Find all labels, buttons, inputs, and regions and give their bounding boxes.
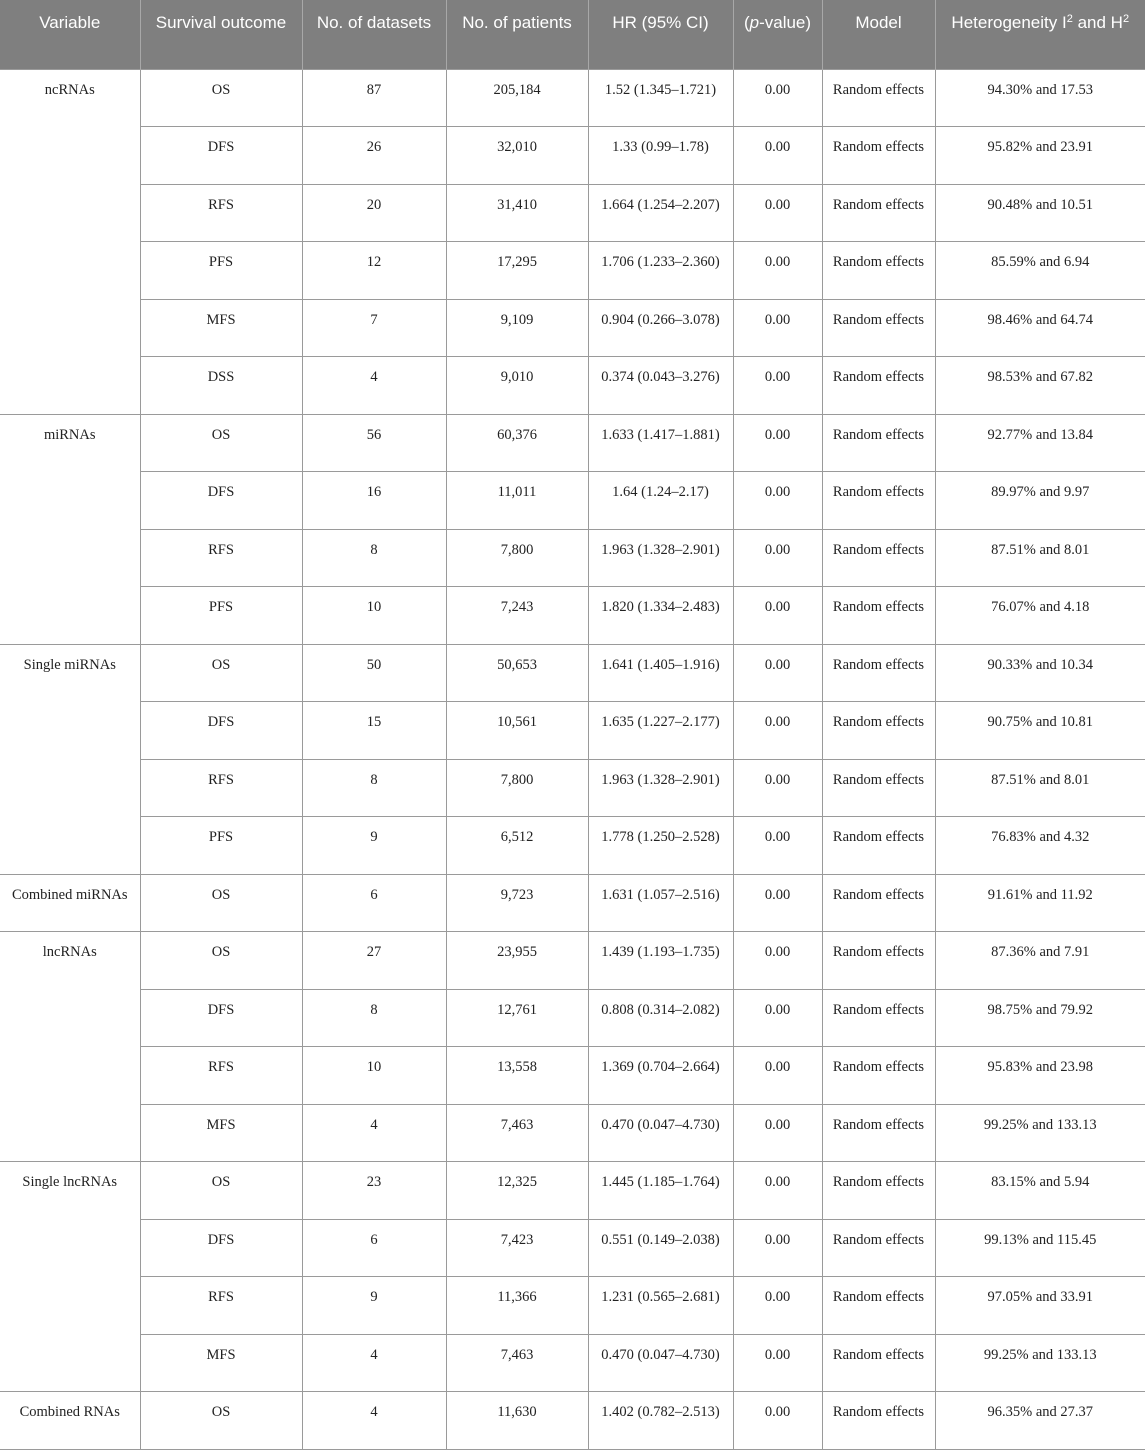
cell-model: Random effects — [822, 1334, 935, 1392]
cell-survival-outcome: DFS — [140, 1219, 302, 1277]
table-row — [0, 1162, 1145, 1220]
cell-hr: 1.963 (1.328–2.901) — [588, 529, 733, 587]
cell-survival-outcome: OS — [140, 932, 302, 990]
cell-patients: 32,010 — [446, 127, 588, 185]
cell-hr: 0.470 (0.047–4.730) — [588, 1104, 733, 1162]
cell-datasets: 15 — [302, 702, 446, 760]
cell-survival-outcome: OS — [140, 414, 302, 472]
cell-p-value: 0.00 — [733, 299, 822, 357]
header-datasets: No. of datasets — [302, 0, 446, 69]
cell-heterogeneity: 99.25% and 133.13 — [935, 1104, 1145, 1162]
cell-survival-outcome: RFS — [140, 184, 302, 242]
cell-hr: 0.374 (0.043–3.276) — [588, 357, 733, 415]
cell-heterogeneity: 98.46% and 64.74 — [935, 299, 1145, 357]
cell-heterogeneity: 91.61% and 11.92 — [935, 874, 1145, 932]
table-row — [0, 184, 1145, 242]
cell-survival-outcome: OS — [140, 874, 302, 932]
cell-model: Random effects — [822, 1219, 935, 1277]
cell-model: Random effects — [822, 1047, 935, 1105]
cell-hr: 1.439 (1.193–1.735) — [588, 932, 733, 990]
cell-p-value: 0.00 — [733, 127, 822, 185]
table-row — [0, 932, 1145, 990]
cell-hr: 1.664 (1.254–2.207) — [588, 184, 733, 242]
cell-datasets: 8 — [302, 529, 446, 587]
cell-heterogeneity: 96.35% and 27.37 — [935, 1392, 1145, 1450]
cell-heterogeneity: 90.48% and 10.51 — [935, 184, 1145, 242]
table-row — [0, 1104, 1145, 1162]
table-row — [0, 242, 1145, 300]
cell-datasets: 16 — [302, 472, 446, 530]
header-heterogeneity — [935, 0, 1145, 69]
table-row — [0, 587, 1145, 645]
cell-datasets: 8 — [302, 989, 446, 1047]
table-row — [0, 299, 1145, 357]
cell-model: Random effects — [822, 529, 935, 587]
cell-hr: 0.808 (0.314–2.082) — [588, 989, 733, 1047]
cell-patients: 13,558 — [446, 1047, 588, 1105]
cell-survival-outcome: OS — [140, 69, 302, 127]
cell-heterogeneity: 85.59% and 6.94 — [935, 242, 1145, 300]
cell-hr: 1.631 (1.057–2.516) — [588, 874, 733, 932]
table-row — [0, 702, 1145, 760]
cell-datasets: 87 — [302, 69, 446, 127]
cell-heterogeneity: 83.15% and 5.94 — [935, 1162, 1145, 1220]
header-patients: No. of patients — [446, 0, 588, 69]
cell-heterogeneity: 87.51% and 8.01 — [935, 759, 1145, 817]
cell-variable: miRNAs — [0, 414, 140, 644]
cell-patients: 11,366 — [446, 1277, 588, 1335]
header-hr: HR (95% CI) — [588, 0, 733, 69]
cell-datasets: 4 — [302, 357, 446, 415]
cell-datasets: 26 — [302, 127, 446, 185]
cell-survival-outcome: OS — [140, 1162, 302, 1220]
cell-survival-outcome: PFS — [140, 817, 302, 875]
cell-patients: 6,512 — [446, 817, 588, 875]
cell-heterogeneity: 89.97% and 9.97 — [935, 472, 1145, 530]
het-and: and H — [1077, 13, 1123, 32]
cell-datasets: 10 — [302, 587, 446, 645]
table-row — [0, 989, 1145, 1047]
cell-hr: 1.963 (1.328–2.901) — [588, 759, 733, 817]
cell-survival-outcome: OS — [140, 1392, 302, 1450]
cell-hr: 1.52 (1.345–1.721) — [588, 69, 733, 127]
cell-hr: 0.904 (0.266–3.078) — [588, 299, 733, 357]
cell-datasets: 7 — [302, 299, 446, 357]
cell-hr: 0.470 (0.047–4.730) — [588, 1334, 733, 1392]
cell-patients: 7,243 — [446, 587, 588, 645]
cell-datasets: 56 — [302, 414, 446, 472]
cell-model: Random effects — [822, 817, 935, 875]
cell-hr: 1.706 (1.233–2.360) — [588, 242, 733, 300]
cell-datasets: 27 — [302, 932, 446, 990]
table-body — [0, 69, 1145, 1449]
cell-patients: 60,376 — [446, 414, 588, 472]
cell-model: Random effects — [822, 702, 935, 760]
table-row — [0, 472, 1145, 530]
cell-datasets: 50 — [302, 644, 446, 702]
p-value-open: ( — [743, 13, 750, 32]
cell-p-value: 0.00 — [733, 414, 822, 472]
cell-variable: lncRNAs — [0, 932, 140, 1162]
cell-survival-outcome: DFS — [140, 702, 302, 760]
cell-heterogeneity: 90.33% and 10.34 — [935, 644, 1145, 702]
header-model: Model — [822, 0, 935, 69]
cell-variable: Single lncRNAs — [0, 1162, 140, 1392]
cell-patients: 9,010 — [446, 357, 588, 415]
cell-survival-outcome: DFS — [140, 989, 302, 1047]
cell-survival-outcome: PFS — [140, 242, 302, 300]
cell-heterogeneity: 95.83% and 23.98 — [935, 1047, 1145, 1105]
cell-patients: 205,184 — [446, 69, 588, 127]
cell-model: Random effects — [822, 1162, 935, 1220]
cell-patients: 10,561 — [446, 702, 588, 760]
cell-survival-outcome: DSS — [140, 357, 302, 415]
cell-p-value: 0.00 — [733, 644, 822, 702]
table-row — [0, 1219, 1145, 1277]
cell-datasets: 23 — [302, 1162, 446, 1220]
cell-hr: 0.551 (0.149–2.038) — [588, 1219, 733, 1277]
cell-p-value: 0.00 — [733, 1277, 822, 1335]
cell-hr: 1.231 (0.565–2.681) — [588, 1277, 733, 1335]
cell-datasets: 6 — [302, 874, 446, 932]
cell-heterogeneity: 98.75% and 79.92 — [935, 989, 1145, 1047]
cell-heterogeneity: 92.77% and 13.84 — [935, 414, 1145, 472]
header-survival-outcome: Survival outcome — [140, 0, 302, 69]
header-variable: Variable — [0, 0, 140, 69]
cell-heterogeneity: 90.75% and 10.81 — [935, 702, 1145, 760]
cell-datasets: 9 — [302, 817, 446, 875]
table-header — [0, 0, 1145, 69]
cell-hr: 1.635 (1.227–2.177) — [588, 702, 733, 760]
cell-hr: 1.64 (1.24–2.17) — [588, 472, 733, 530]
cell-datasets: 20 — [302, 184, 446, 242]
cell-survival-outcome: DFS — [140, 472, 302, 530]
cell-patients: 7,800 — [446, 759, 588, 817]
cell-model: Random effects — [822, 69, 935, 127]
cell-p-value: 0.00 — [733, 817, 822, 875]
cell-patients: 50,653 — [446, 644, 588, 702]
cell-hr: 1.633 (1.417–1.881) — [588, 414, 733, 472]
cell-patients: 23,955 — [446, 932, 588, 990]
cell-datasets: 4 — [302, 1104, 446, 1162]
cell-p-value: 0.00 — [733, 242, 822, 300]
cell-heterogeneity: 87.36% and 7.91 — [935, 932, 1145, 990]
p-value-rest: -value) — [759, 13, 812, 32]
cell-patients: 12,761 — [446, 989, 588, 1047]
table-row — [0, 817, 1145, 875]
cell-model: Random effects — [822, 472, 935, 530]
cell-model: Random effects — [822, 644, 935, 702]
cell-patients: 31,410 — [446, 184, 588, 242]
cell-survival-outcome: RFS — [140, 759, 302, 817]
cell-p-value: 0.00 — [733, 702, 822, 760]
cell-p-value: 0.00 — [733, 1334, 822, 1392]
cell-p-value: 0.00 — [733, 1392, 822, 1450]
cell-heterogeneity: 87.51% and 8.01 — [935, 529, 1145, 587]
cell-variable: Combined miRNAs — [0, 874, 140, 932]
cell-variable: ncRNAs — [0, 69, 140, 414]
cell-p-value: 0.00 — [733, 989, 822, 1047]
cell-model: Random effects — [822, 414, 935, 472]
table-row — [0, 414, 1145, 472]
cell-patients: 12,325 — [446, 1162, 588, 1220]
cell-p-value: 0.00 — [733, 587, 822, 645]
cell-model: Random effects — [822, 1277, 935, 1335]
cell-hr: 1.445 (1.185–1.764) — [588, 1162, 733, 1220]
table-row — [0, 69, 1145, 127]
p-value-p: p — [749, 13, 760, 32]
cell-patients: 9,723 — [446, 874, 588, 932]
cell-p-value: 0.00 — [733, 357, 822, 415]
cell-heterogeneity: 76.83% and 4.32 — [935, 817, 1145, 875]
cell-datasets: 10 — [302, 1047, 446, 1105]
cell-survival-outcome: RFS — [140, 1277, 302, 1335]
cell-p-value: 0.00 — [733, 874, 822, 932]
cell-heterogeneity: 99.25% and 133.13 — [935, 1334, 1145, 1392]
cell-model: Random effects — [822, 1104, 935, 1162]
cell-p-value: 0.00 — [733, 1162, 822, 1220]
cell-survival-outcome: MFS — [140, 1334, 302, 1392]
cell-patients: 11,011 — [446, 472, 588, 530]
cell-model: Random effects — [822, 127, 935, 185]
cell-survival-outcome: RFS — [140, 529, 302, 587]
cell-heterogeneity: 76.07% and 4.18 — [935, 587, 1145, 645]
cell-survival-outcome: MFS — [140, 299, 302, 357]
cell-survival-outcome: RFS — [140, 1047, 302, 1105]
table-row — [0, 644, 1145, 702]
cell-model: Random effects — [822, 932, 935, 990]
cell-p-value: 0.00 — [733, 932, 822, 990]
cell-model: Random effects — [822, 989, 935, 1047]
table-row — [0, 1392, 1145, 1450]
cell-datasets: 8 — [302, 759, 446, 817]
cell-model: Random effects — [822, 587, 935, 645]
cell-datasets: 12 — [302, 242, 446, 300]
cell-p-value: 0.00 — [733, 759, 822, 817]
cell-hr: 1.778 (1.250–2.528) — [588, 817, 733, 875]
cell-patients: 7,463 — [446, 1104, 588, 1162]
cell-model: Random effects — [822, 299, 935, 357]
cell-survival-outcome: OS — [140, 644, 302, 702]
cell-model: Random effects — [822, 242, 935, 300]
cell-model: Random effects — [822, 1392, 935, 1450]
table-row — [0, 357, 1145, 415]
cell-survival-outcome: DFS — [140, 127, 302, 185]
table-row — [0, 1334, 1145, 1392]
cell-model: Random effects — [822, 357, 935, 415]
cell-p-value: 0.00 — [733, 472, 822, 530]
cell-patients: 7,463 — [446, 1334, 588, 1392]
cell-heterogeneity: 98.53% and 67.82 — [935, 357, 1145, 415]
cell-patients: 17,295 — [446, 242, 588, 300]
table-row — [0, 127, 1145, 185]
cell-patients: 7,800 — [446, 529, 588, 587]
cell-heterogeneity: 97.05% and 33.91 — [935, 1277, 1145, 1335]
header-p-value — [733, 0, 822, 69]
cell-variable: Combined RNAs — [0, 1392, 140, 1450]
cell-heterogeneity: 99.13% and 115.45 — [935, 1219, 1145, 1277]
cell-p-value: 0.00 — [733, 529, 822, 587]
cell-model: Random effects — [822, 874, 935, 932]
cell-p-value: 0.00 — [733, 69, 822, 127]
cell-p-value: 0.00 — [733, 184, 822, 242]
cell-survival-outcome: PFS — [140, 587, 302, 645]
het-sup-2: 2 — [1122, 13, 1130, 25]
cell-hr: 1.641 (1.405–1.916) — [588, 644, 733, 702]
cell-datasets: 9 — [302, 1277, 446, 1335]
cell-hr: 1.402 (0.782–2.513) — [588, 1392, 733, 1450]
table-row — [0, 1277, 1145, 1335]
cell-hr: 1.33 (0.99–1.78) — [588, 127, 733, 185]
table-row — [0, 874, 1145, 932]
cell-hr: 1.820 (1.334–2.483) — [588, 587, 733, 645]
cell-datasets: 4 — [302, 1392, 446, 1450]
cell-datasets: 6 — [302, 1219, 446, 1277]
cell-heterogeneity: 94.30% and 17.53 — [935, 69, 1145, 127]
cell-datasets: 4 — [302, 1334, 446, 1392]
cell-heterogeneity: 95.82% and 23.91 — [935, 127, 1145, 185]
cell-patients: 11,630 — [446, 1392, 588, 1450]
cell-model: Random effects — [822, 759, 935, 817]
cell-patients: 9,109 — [446, 299, 588, 357]
table-row — [0, 759, 1145, 817]
cell-p-value: 0.00 — [733, 1047, 822, 1105]
cell-p-value: 0.00 — [733, 1104, 822, 1162]
cell-model: Random effects — [822, 184, 935, 242]
cell-survival-outcome: MFS — [140, 1104, 302, 1162]
table-row — [0, 1047, 1145, 1105]
cell-p-value: 0.00 — [733, 1219, 822, 1277]
cell-hr: 1.369 (0.704–2.664) — [588, 1047, 733, 1105]
cell-variable: Single miRNAs — [0, 644, 140, 874]
table-row — [0, 529, 1145, 587]
het-label: Heterogeneity I — [951, 13, 1067, 32]
cell-patients: 7,423 — [446, 1219, 588, 1277]
het-sup-1: 2 — [1066, 13, 1073, 25]
header-row — [0, 0, 1145, 69]
